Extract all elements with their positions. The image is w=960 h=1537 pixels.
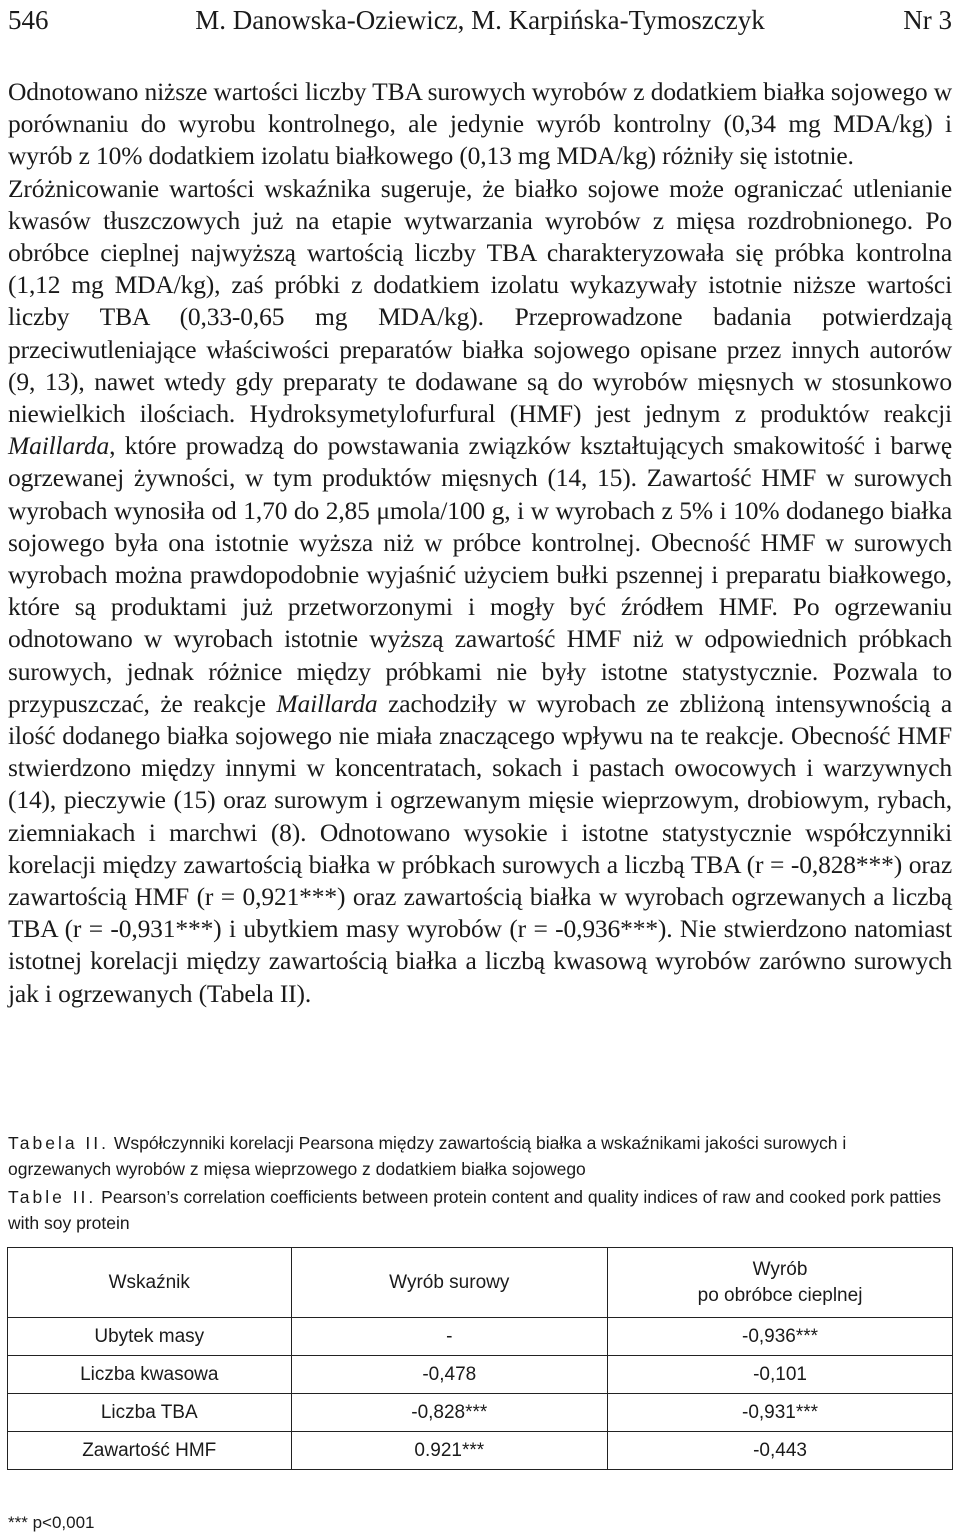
paragraph-2-text-a: Zróżnicowanie wartości wskaźnika sugeruje, że białko sojowe może ograniczać utlenianie kwasów tłuszczowych już na etapie wytwarzania wyrobów z mięsa rozdrobnionego. Po obróbce cieplnej najwyższą wartością liczby TBA charakteryzowała się próbka kontrolna (1,12 mg MDA/kg), zaś próbki z dodatkiem izolatu wykazywały istotnie niższe wartości liczby TBA (0,33-0,65 mg MDA/kg). Przeprowadzone badania potwierdzają przeciwutleniające właściwości preparatów białka sojowego opisane przez innych autorów (9, 13), nawet wtedy gdy preparaty te dodawane są do wyrobów mięsnych w stosunkowo niewielkich ilościach. Hydroksymetylofurfural (HMF) jest jednym z produktów reakcji [8,173,952,429]
table-caption-polish-text: Współczynniki korelacji Pearsona między zawartością białka a wskaźnikami jakości surowych i ogrzewanych wyrobów z mięsa wieprzowego z dodatkiem białka sojowego [8,1133,847,1179]
page-header [8,2,952,38]
italic-term-maillarda-1: Maillarda [8,431,110,461]
table-caption-english [8,1184,952,1236]
table-row [8,1318,953,1356]
row-label: Zawartość HMF [8,1432,292,1470]
row-label: Liczba kwasowa [8,1356,292,1394]
paragraph-1-text: Odnotowano niższe wartości liczby TBA surowych wyrobów z dodatkiem białka sojowego w porównaniu do wyrobu kontrolnego, ale jedynie wyrób kontrolny (0,34 mg MDA/kg) i wyrób z 10% dodatkiem izolatu białkowego (0,13 mg MDA/kg) różniły się istotnie. [8,77,952,171]
raw-value: -0,478 [291,1356,608,1394]
raw-value: - [291,1318,608,1356]
table-header-row [8,1248,953,1318]
paragraph-2-text-b: , które prowadzą do powstawania związków kształtujących smakowitość i barwę ogrzewanej żywności, w tym produktów mięsnych (14, 15). Zawartość HMF w surowych wyrobach wynosiła od 1,70 do 2,85 μmola/100 g, i w wyrobach z 5% i 10% dodanego białka sojowego była ona istotnie wyższa niż w próbce kontrolnej. Obecność HMF w surowych wyrobach można prawdopodobnie wyjaśnić użyciem bułki pszennej i preparatu białkowego, które są produktami już przetworzonymi i mogły być źródłem HMF. Po ogrzewaniu odnotowano w wyrobach istotnie wyższą zawartość HMF niż w odpowiednich próbkach surowych, jednak różnice między próbkami nie były istotne statystycznie. Pozwala to przypuszczać, że reakcje [8,431,952,718]
table-caption-polish-label: Tabela II. [8,1133,110,1153]
paragraph-2-text-c: zachodziły w wyrobach ze zbliżoną intensywnością a ilość dodanego białka sojowego nie miała znaczącego wpływu na te reakcje. Obecność HMF stwierdzono między innymi w koncentratach, sokach i pastach owocowych i warzywnych (14), pieczywie (15) oraz surowym i ogrzewanym mięsie wieprzowym, drobiowym, rybach, ziemniakach i marchwi (8). Odnotowano wysokie i istotne statystycznie współczynniki korelacji między zawartością białka w próbkach surowych a liczbą TBA (r = -0,828***) oraz zawartością HMF (r = 0,921***) oraz zawartością białka w wyrobach ogrzewanych a liczbą TBA (r = -0,931***) i ubytkiem masy wyrobów (r = -0,936***). Nie stwierdzono natomiast istotnej korelacji między zawartością białka a liczbą kwasową wyrobów zarówno surowych jak i ogrzewanych (Tabela II). [8,688,952,1008]
paragraph-1 [8,76,952,173]
table-caption-english-text: Pearson’s correlation coefficients between protein content and quality indices of raw and cooked pork patties with soy protein [8,1187,942,1233]
table-caption-english-label: Table II. [8,1187,97,1207]
paragraph-2 [8,173,952,1010]
header-cooked-line-2: po obróbce cieplnej [697,1284,863,1306]
row-label: Liczba TBA [8,1394,292,1432]
header-cooked-line-1: Wyrób [752,1258,808,1280]
table-caption-polish [8,1130,952,1182]
cooked-value: -0,931*** [608,1394,953,1432]
header-raw-product: Wyrób surowy [291,1248,608,1318]
raw-value: 0.921*** [291,1432,608,1470]
article-body [8,76,952,1010]
raw-value: -0,828*** [291,1394,608,1432]
header-cooked-product [608,1248,953,1318]
significance-footnote: *** p<0,001 [8,1513,95,1532]
table-row [8,1432,953,1470]
table-row [8,1356,953,1394]
page-number: 546 [8,5,49,35]
running-head-authors: M. Danowska-Oziewicz, M. Karpińska-Tymoszczyk [195,5,765,35]
correlation-table [7,1247,953,1470]
issue-number: Nr 3 [903,5,952,35]
cooked-value: -0,101 [608,1356,953,1394]
cooked-value: -0,936*** [608,1318,953,1356]
row-label: Ubytek masy [8,1318,292,1356]
table-row [8,1394,953,1432]
header-indicator: Wskaźnik [8,1248,292,1318]
italic-term-maillarda-2: Maillarda [276,688,378,718]
cooked-value: -0,443 [608,1432,953,1470]
